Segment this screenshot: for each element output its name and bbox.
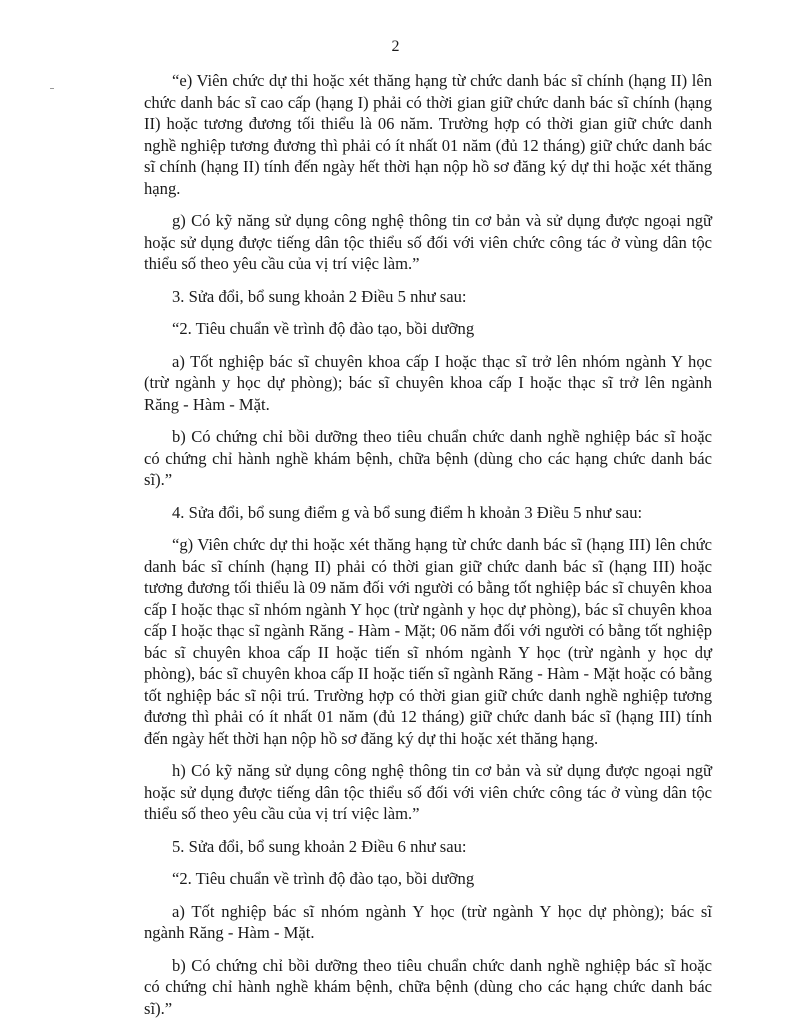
paragraph-point-g: g) Có kỹ năng sử dụng công nghệ thông tin cơ bản và sử dụng được ngoại ngữ hoặc sử dụng được tiếng dân tộc thiểu số đối với viên chức công tác ở vùng dân tộc thiểu số theo yêu cầu của vị trí việc làm.”	[144, 211, 712, 273]
paragraph-point-g-amended: “g) Viên chức dự thi hoặc xét thăng hạng từ chức danh bác sĩ (hạng III) lên chức danh bác sĩ chính (hạng II) phải có thời gian giữ chức danh bác sĩ (hạng III) hoặc tương đương tối thiểu là 09 năm đối với người có bằng tốt nghiệp bác sĩ chuyên khoa cấp I hoặc thạc sĩ nhóm ngành Y học (trừ ngành y học dự phòng), bác sĩ chuyên khoa cấp I hoặc thạc sĩ ngành Răng - Hàm - Mặt; 06 năm đối với người có bằng tốt nghiệp bác sĩ chuyên khoa cấp II hoặc tiến sĩ nhóm ngành Y học (trừ ngành y học dự phòng), bác sĩ chuyên khoa cấp II hoặc tiến sĩ ngành Răng - Hàm - Mặt hoặc có bằng tốt nghiệp bác sĩ nội trú. Trường hợp có thời gian giữ chức danh nghề nghiệp tương đương thì phải có ít nhất 01 năm (đủ 12 tháng) giữ chức danh bác sĩ (hạng III) tính đến ngày hết thời hạn nộp hồ sơ đăng ký dự thi hoặc xét thăng hạng.	[144, 535, 712, 748]
paragraph-clause-2-heading-art6: “2. Tiêu chuẩn về trình độ đào tạo, bồi dưỡng	[172, 869, 475, 888]
paragraph-point-b-art6: b) Có chứng chỉ bồi dưỡng theo tiêu chuẩn chức danh nghề nghiệp bác sĩ hoặc có chứng chỉ hành nghề khám bệnh, chữa bệnh (dùng cho các hạng chức danh bác sĩ).”	[144, 955, 712, 1018]
document-body	[144, 70, 712, 1030]
paragraph-point-a: a) Tốt nghiệp bác sĩ chuyên khoa cấp I hoặc thạc sĩ trở lên nhóm ngành Y học (trừ ngành y học dự phòng); bác sĩ chuyên khoa cấp I hoặc thạc sĩ trở lên ngành Răng - Hàm - Mặt.	[144, 351, 712, 414]
paragraph-point-b: b) Có chứng chỉ bồi dưỡng theo tiêu chuẩn chức danh nghề nghiệp bác sĩ hoặc có chứng chỉ hành nghề khám bệnh, chữa bệnh (dùng cho các hạng chức danh bác sĩ).”	[144, 427, 712, 489]
paragraph-point-h: h) Có kỹ năng sử dụng công nghệ thông tin cơ bản và sử dụng được ngoại ngữ hoặc sử dụng được tiếng dân tộc thiểu số đối với viên chức công tác ở vùng dân tộc thiểu số theo yêu cầu của vị trí việc làm.”	[144, 761, 712, 823]
paragraph-point-a-art6: a) Tốt nghiệp bác sĩ nhóm ngành Y học (trừ ngành Y học dự phòng); bác sĩ ngành Răng - Hàm - Mặt.	[144, 901, 712, 942]
paragraph-clause-2-heading: “2. Tiêu chuẩn về trình độ đào tạo, bồi dưỡng	[172, 319, 475, 338]
scan-speck	[50, 88, 54, 89]
paragraph-amendment-3: 3. Sửa đổi, bổ sung khoản 2 Điều 5 như sau:	[172, 286, 467, 306]
paragraph-point-e: “e) Viên chức dự thi hoặc xét thăng hạng từ chức danh bác sĩ chính (hạng II) lên chức danh bác sĩ cao cấp (hạng I) phải có thời gian giữ chức danh bác sĩ chính (hạng II) hoặc tương đương tối thiểu là 06 năm. Trường hợp có thời gian giữ chức danh nghề nghiệp tương đương thì phải có ít nhất 01 năm (đủ 12 tháng) giữ chức danh bác sĩ chính (hạng II) tính đến ngày hết thời hạn nộp hồ sơ đăng ký dự thi hoặc xét thăng hạng.	[144, 71, 712, 198]
paragraph-amendment-4: 4. Sửa đổi, bổ sung điểm g và bổ sung điểm h khoản 3 Điều 5 như sau:	[172, 502, 643, 522]
page-number: 2	[391, 38, 400, 55]
paragraph-amendment-5: 5. Sửa đổi, bổ sung khoản 2 Điều 6 như sau:	[172, 836, 467, 856]
